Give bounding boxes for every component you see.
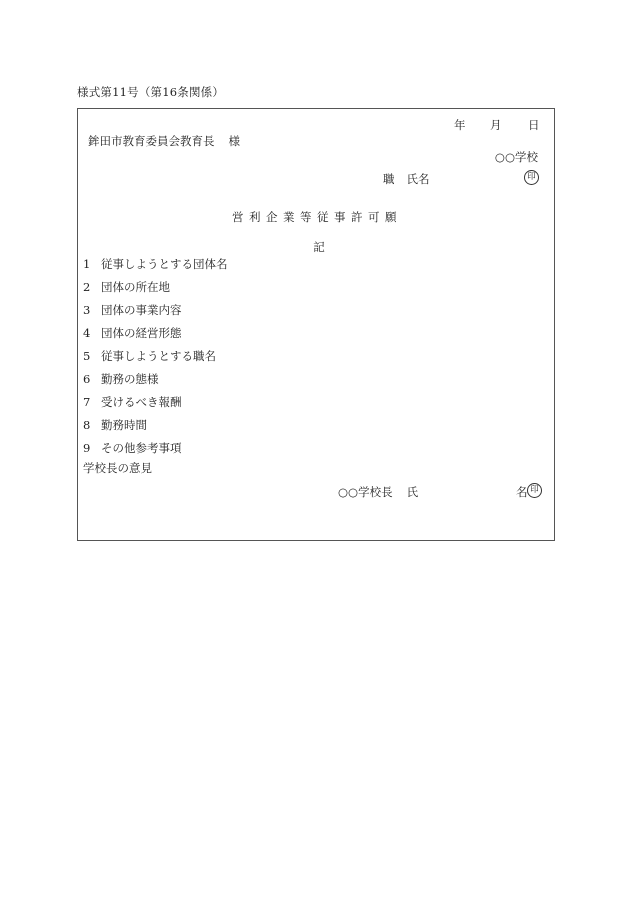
addressee	[88, 133, 240, 149]
list-item	[83, 345, 228, 368]
item-number: 2	[83, 280, 91, 294]
item-number: 1	[83, 257, 91, 271]
list-item	[83, 437, 228, 460]
form-number: 様式第11号（第16条関係）	[77, 85, 225, 99]
item-label: 団体の所在地	[101, 280, 170, 294]
ki-label: 記	[313, 240, 325, 254]
item-label: その他参考事項	[101, 441, 182, 455]
principal-line	[338, 484, 418, 500]
applicant-name-label: 氏名	[406, 172, 430, 186]
applicant-position-label: 職	[383, 172, 395, 186]
document-title: 営利企業等従事許可願	[232, 210, 402, 224]
list-item	[83, 391, 228, 414]
item-number: 3	[83, 303, 91, 317]
list-item	[83, 414, 228, 437]
item-number: 4	[83, 326, 91, 340]
list-item	[83, 253, 228, 276]
principal-mei-label: 名	[516, 485, 528, 499]
item-label: 団体の事業内容	[101, 303, 182, 317]
school-name: ○○学校	[494, 150, 538, 164]
principal-shi-label: 氏	[406, 485, 419, 499]
date-year-label: 年	[454, 118, 466, 132]
applicant-line	[383, 171, 430, 187]
applicant-seal-icon: 印	[524, 170, 539, 185]
item-number: 6	[83, 372, 91, 386]
date-line	[454, 117, 538, 133]
item-label: 勤務の態様	[101, 372, 159, 386]
item-number: 7	[83, 395, 91, 409]
principal-opinion-label: 学校長の意見	[83, 461, 152, 475]
list-item	[83, 322, 228, 345]
application-form	[77, 108, 555, 541]
item-list	[83, 253, 228, 460]
date-day-label: 日	[528, 118, 540, 132]
addressee-name: 鉾田市教育委員会教育長	[88, 134, 215, 148]
item-number: 8	[83, 418, 91, 432]
item-label: 受けるべき報酬	[101, 395, 182, 409]
item-label: 従事しようとする団体名	[101, 257, 228, 271]
addressee-honorific: 様	[228, 134, 240, 148]
item-number: 5	[83, 349, 91, 363]
list-item	[83, 276, 228, 299]
item-label: 従事しようとする職名	[101, 349, 216, 363]
principal-seal-icon: 印	[527, 483, 542, 498]
item-label: 団体の経営形態	[101, 326, 182, 340]
principal-title: ○○学校長	[338, 485, 393, 499]
item-number: 9	[83, 441, 91, 455]
date-month-label: 月	[490, 118, 502, 132]
item-label: 勤務時間	[101, 418, 147, 432]
list-item	[83, 299, 228, 322]
list-item	[83, 368, 228, 391]
